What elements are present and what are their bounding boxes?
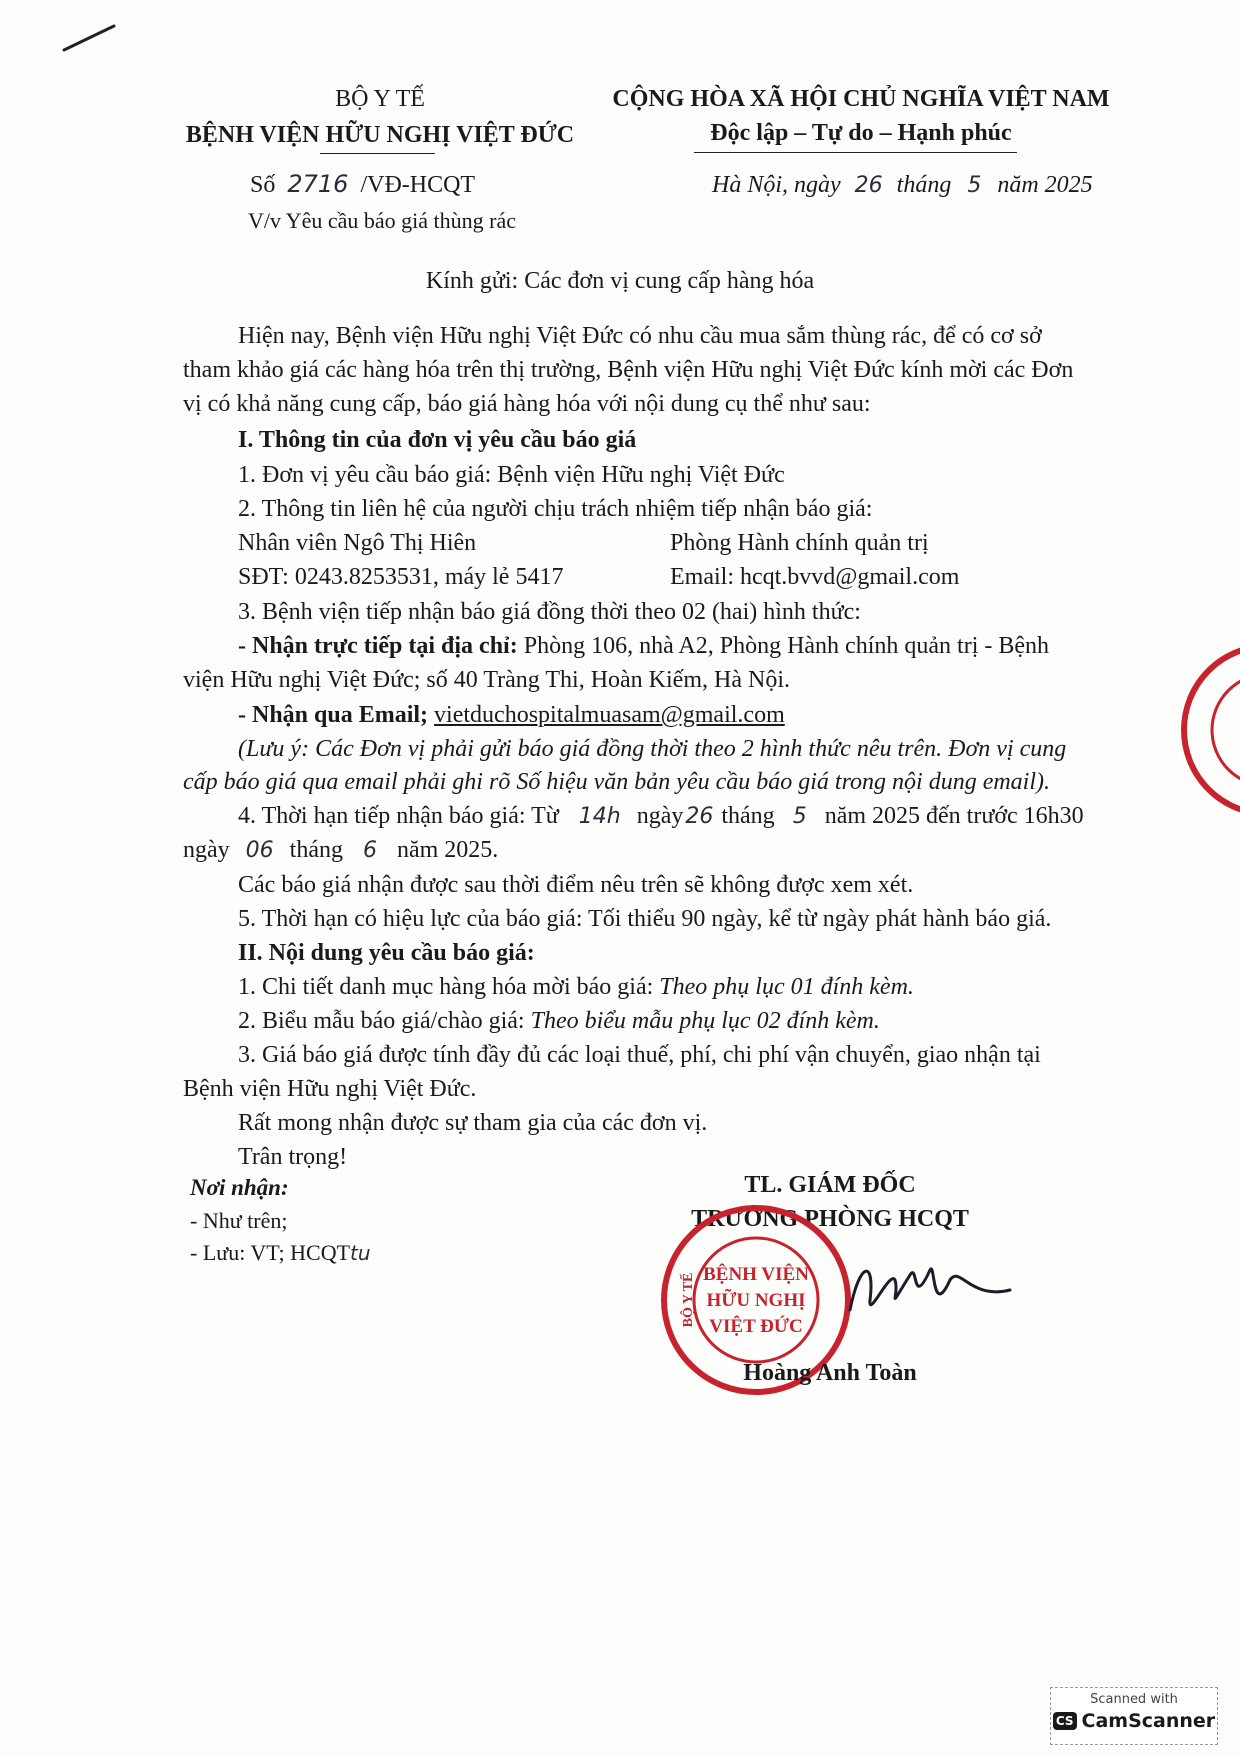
seal-line-2: HỮU NGHỊ bbox=[706, 1290, 806, 1311]
s2-item2-value: Theo biểu mẫu phụ lục 02 đính kèm. bbox=[530, 1008, 880, 1034]
direct-address-line-1 bbox=[238, 631, 1049, 661]
email-submission bbox=[238, 700, 785, 730]
s2-item1-value: Theo phụ lục 01 đính kèm. bbox=[659, 974, 914, 1000]
intro-line-3: vị có khả năng cung cấp, báo giá hàng hóa với nội dung cụ thể như sau: bbox=[183, 391, 871, 417]
signer-name: Hoàng Anh Toàn bbox=[743, 1360, 917, 1386]
direct-label: - Nhận trực tiếp tại địa chỉ: bbox=[238, 633, 518, 659]
section-2-item-2 bbox=[238, 1006, 880, 1036]
recipients-title: Nơi nhận: bbox=[190, 1175, 289, 1200]
seal-side-text: BỘ Y TẾ bbox=[681, 1272, 696, 1328]
closing-line-1: Rất mong nhận được sự tham gia của các đơn vị. bbox=[238, 1110, 708, 1136]
scanner-brand: CamScanner bbox=[1081, 1710, 1216, 1732]
section-1-title: I. Thông tin của đơn vị yêu cầu báo giá bbox=[238, 427, 637, 453]
signature-title-1: TL. GIÁM ĐỐC bbox=[744, 1172, 916, 1198]
contact-name: Nhân viên Ngô Thị Hiên bbox=[238, 530, 477, 556]
section-1-item-1: 1. Đơn vị yêu cầu báo giá: Bệnh viện Hữu nghị Việt Đức bbox=[238, 462, 785, 488]
item4-text-f: tháng bbox=[289, 837, 343, 863]
section-2-title: II. Nội dung yêu cầu báo giá: bbox=[238, 940, 535, 966]
section-1-item-3: 3. Bệnh viện tiếp nhận báo giá đồng thời theo 02 (hai) hình thức: bbox=[238, 599, 861, 625]
motto-underline bbox=[694, 152, 1017, 153]
doc-number-suffix: /VĐ-HCQT bbox=[360, 172, 476, 198]
section-1-item-2: 2. Thông tin liên hệ của người chịu trách nhiệm tiếp nhận báo giá: bbox=[238, 496, 873, 522]
date-day: 26 bbox=[854, 173, 883, 198]
direct-address-text: Phòng 106, nhà A2, Phòng Hành chính quản trị - Bệnh bbox=[523, 633, 1050, 659]
item4-day-2: 06 bbox=[245, 838, 274, 863]
item4-month-2: 6 bbox=[362, 838, 377, 863]
late-note: Các báo giá nhận được sau thời điểm nêu trên sẽ không được xem xét. bbox=[238, 872, 914, 898]
page-edge-seal bbox=[1148, 640, 1240, 820]
hospital-name: BỆNH VIỆN HỮU NGHỊ VIỆT ĐỨC bbox=[185, 122, 575, 148]
country-name: CỘNG HÒA XÃ HỘI CHỦ NGHĨA VIỆT NAM bbox=[612, 86, 1110, 112]
seal-line-3: VIỆT ĐỨC bbox=[709, 1316, 803, 1337]
doc-number-handwritten: 2716 bbox=[287, 170, 349, 198]
recipient-line-1: - Như trên; bbox=[190, 1208, 288, 1233]
recipient-line-2 bbox=[190, 1240, 371, 1266]
ministry-name: BỘ Y TẾ bbox=[335, 86, 425, 112]
email-label: - Nhận qua Email; bbox=[238, 702, 429, 728]
scanner-brand-row bbox=[1051, 1710, 1217, 1732]
doc-subject: V/v Yêu cầu báo giá thùng rác bbox=[248, 208, 516, 233]
item4-day: 26 bbox=[685, 804, 714, 829]
intro-line-2: tham khảo giá các hàng hóa trên thị trường, Bệnh viện Hữu nghị Việt Đức kính mời các Đơn bbox=[183, 357, 1074, 383]
doc-number bbox=[250, 170, 475, 199]
recipient-line-2-text: - Lưu: VT; HCQT bbox=[190, 1240, 351, 1265]
item4-text-b: ngày bbox=[636, 803, 684, 829]
s2-item1-label: 1. Chi tiết danh mục hàng hóa mời báo giá: bbox=[238, 974, 654, 1000]
seal-line-1: BỆNH VIỆN bbox=[703, 1264, 809, 1285]
item4-hour: 14h bbox=[578, 804, 621, 829]
submission-email-link[interactable]: vietduchospitalmuasam@gmail.com bbox=[434, 702, 785, 728]
greeting: Kính gửi: Các đơn vị cung cấp hàng hóa bbox=[425, 268, 815, 294]
section-1-item-4-cont bbox=[183, 835, 498, 866]
section-1-item-5: 5. Thời hạn có hiệu lực của báo giá: Tối thiểu 90 ngày, kể từ ngày phát hành báo giá. bbox=[238, 906, 1052, 932]
item4-month: 5 bbox=[792, 804, 807, 829]
date-month: 5 bbox=[967, 173, 982, 198]
section-2-item-3: 3. Giá báo giá được tính đầy đủ các loại thuế, phí, chi phí vận chuyển, giao nhận tại bbox=[238, 1042, 1041, 1068]
section-1-item-4 bbox=[238, 801, 1084, 832]
scanner-caption: Scanned with bbox=[1090, 1692, 1178, 1707]
intro-line-1: Hiện nay, Bệnh viện Hữu nghị Việt Đức có nhu cầu mua sắm thùng rác, để có cơ sở bbox=[238, 323, 1042, 349]
signature-scribble bbox=[840, 1240, 1020, 1330]
date-prefix: Hà Nội, ngày bbox=[712, 172, 841, 198]
camscanner-logo-icon: CS bbox=[1053, 1712, 1077, 1730]
date-year: năm 2025 bbox=[997, 172, 1093, 198]
doc-number-prefix: Số bbox=[250, 172, 276, 198]
direct-address-line-2: viện Hữu nghị Việt Đức; số 40 Tràng Thi, Hoàn Kiếm, Hà Nội. bbox=[183, 667, 790, 693]
contact-department: Phòng Hành chính quản trị bbox=[670, 530, 929, 556]
closing-line-2: Trân trọng! bbox=[238, 1144, 348, 1170]
item4-text-c: tháng bbox=[721, 803, 775, 829]
item4-text-g: năm 2025. bbox=[396, 837, 499, 863]
item4-text-e: ngày bbox=[183, 837, 230, 863]
pen-mark bbox=[60, 20, 120, 56]
motto: Độc lập – Tự do – Hạnh phúc bbox=[710, 120, 1012, 146]
recipient-initials: tu bbox=[350, 1241, 371, 1265]
note-line-2: cấp báo giá qua email phải ghi rõ Số hiệu văn bản yêu cầu báo giá trong nội dung email). bbox=[183, 769, 1051, 795]
camscanner-badge bbox=[1050, 1687, 1218, 1745]
contact-email: Email: hcqt.bvvd@gmail.com bbox=[670, 564, 960, 590]
issue-date bbox=[712, 172, 1093, 199]
item4-text-d: năm 2025 đến trước 16h30 bbox=[824, 803, 1084, 829]
note-line-1: (Lưu ý: Các Đơn vị phải gửi báo giá đồng thời theo 2 hình thức nêu trên. Đơn vị cung bbox=[238, 736, 1067, 762]
item4-text-a: 4. Thời hạn tiếp nhận báo giá: Từ bbox=[238, 803, 559, 829]
section-2-item-3-cont: Bệnh viện Hữu nghị Việt Đức. bbox=[183, 1076, 477, 1102]
s2-item2-label: 2. Biểu mẫu báo giá/chào giá: bbox=[238, 1008, 525, 1034]
section-2-item-1 bbox=[238, 972, 914, 1002]
signature-title-2: TRƯỞNG PHÒNG HCQT bbox=[691, 1206, 969, 1232]
date-month-label: tháng bbox=[896, 172, 952, 198]
contact-phone: SĐT: 0243.8253531, máy lẻ 5417 bbox=[238, 564, 564, 590]
hospital-underline bbox=[320, 153, 435, 154]
